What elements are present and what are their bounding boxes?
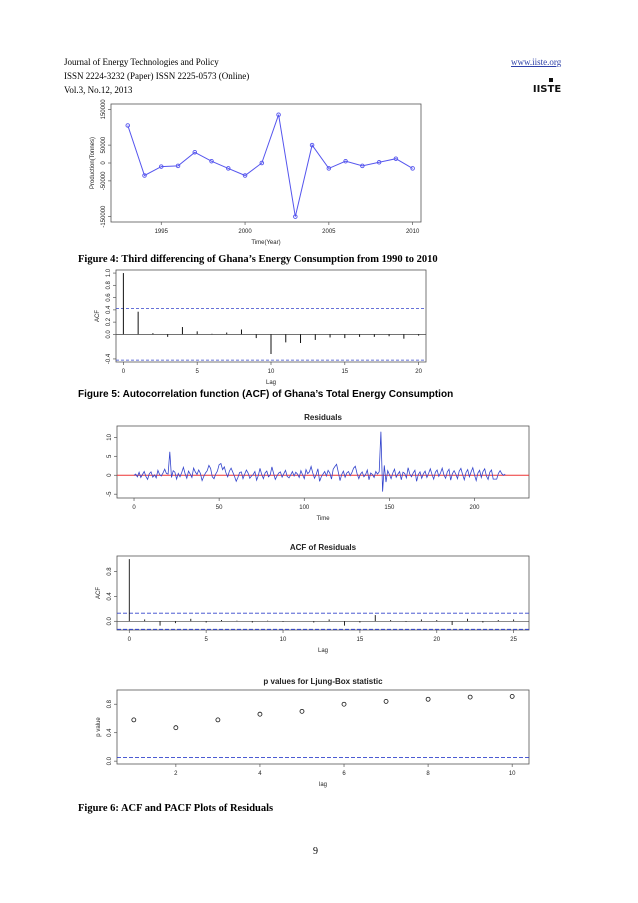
p-value-point <box>468 695 472 699</box>
residual-line <box>134 432 505 492</box>
residuals-chart <box>85 402 535 536</box>
y-tick-label: 0.4 <box>107 728 113 737</box>
journal-name: Journal of Energy Technologies and Policy <box>64 57 219 67</box>
y-axis-label: ACF <box>95 310 101 322</box>
x-tick-label: 10 <box>508 771 516 777</box>
p-value-point <box>300 709 304 713</box>
y-tick-label: 0.8 <box>106 281 112 290</box>
x-tick-label: 4 <box>258 771 262 777</box>
volume-line: Vol.3, No.12, 2013 <box>64 85 133 95</box>
y-tick-label: -150000 <box>101 205 107 228</box>
y-tick-label: 0 <box>101 161 107 165</box>
x-tick-label: 2000 <box>238 229 252 235</box>
x-axis-label: lag <box>318 782 328 788</box>
x-tick-label: 15 <box>356 637 364 643</box>
x-tick-label: 15 <box>341 369 349 375</box>
production-chart <box>85 100 425 252</box>
x-tick-label: 200 <box>469 505 480 511</box>
x-tick-label: 5 <box>204 637 208 643</box>
x-tick-label: 20 <box>415 369 422 375</box>
logo-text: IISTE <box>532 84 562 95</box>
series-line <box>128 115 413 217</box>
y-tick-label: 0.0 <box>107 617 113 626</box>
iiste-logo <box>532 77 562 97</box>
y-tick-label: 0.4 <box>106 305 112 315</box>
x-axis-label: Lag <box>317 648 329 654</box>
y-tick-label: 0.8 <box>107 567 113 576</box>
x-tick-label: 2005 <box>322 229 336 235</box>
plot-frame <box>117 690 529 764</box>
y-axis-label: Production(Tonnes) <box>90 136 96 190</box>
y-tick-label: 150000 <box>101 99 107 120</box>
p-value-point <box>426 697 430 701</box>
x-tick-label: 20 <box>433 637 441 643</box>
y-tick-label: 0.0 <box>107 756 113 766</box>
x-tick-label: 0 <box>132 505 136 511</box>
y-tick-label: 0.8 <box>107 700 113 709</box>
x-tick-label: 8 <box>426 771 430 777</box>
p-value-point <box>342 702 346 706</box>
y-tick-label: -50000 <box>101 171 107 191</box>
y-tick-label: 0.2 <box>106 317 112 327</box>
y-axis-label: ACF <box>96 587 102 599</box>
plot-frame <box>117 426 529 498</box>
p-value-point <box>174 726 178 730</box>
x-tick-label: 6 <box>342 771 346 777</box>
x-tick-label: 2010 <box>405 229 420 235</box>
ljung-box-chart <box>85 672 535 804</box>
y-tick-label: 10 <box>107 434 113 441</box>
y-tick-label: 0.0 <box>106 330 112 339</box>
x-tick-label: 0 <box>121 369 126 375</box>
chart-title: p values for Ljung-Box statistic <box>263 677 383 686</box>
y-tick-label: 0.6 <box>106 293 112 302</box>
chart-title: ACF of Residuals <box>289 543 357 552</box>
x-tick-label: 100 <box>299 505 310 511</box>
y-tick-label: 0.4 <box>107 592 113 601</box>
y-tick-label: 5 <box>107 454 113 458</box>
x-tick-label: 0 <box>127 637 131 643</box>
y-tick-label: -5 <box>107 491 113 497</box>
p-value-point <box>384 699 388 703</box>
x-tick-label: 10 <box>267 369 275 375</box>
x-axis-label: Lag <box>265 380 277 386</box>
chart-title: Residuals <box>304 413 342 422</box>
p-value-point <box>258 712 262 716</box>
y-tick-label: 1.0 <box>106 268 112 278</box>
figure6-caption: Figure 6: ACF and PACF Plots of Residuals <box>78 803 274 814</box>
x-axis-label: Time <box>316 516 330 522</box>
acf-residuals-chart <box>85 536 535 670</box>
p-value-point <box>216 718 220 722</box>
data-point <box>411 167 415 171</box>
x-axis-label: Time(Year) <box>251 240 281 246</box>
x-tick-label: 2 <box>174 771 178 777</box>
issn-line: ISSN 2224-3232 (Paper) ISSN 2225-0573 (Online) <box>64 71 250 81</box>
website-link[interactable]: www.iiste.org <box>511 57 562 67</box>
page-number: 9 <box>313 846 318 857</box>
x-tick-label: 5 <box>195 369 199 375</box>
y-tick-label: 50000 <box>101 136 107 154</box>
acf-chart <box>78 266 438 388</box>
figure4-caption: Figure 4: Third differencing of Ghana’s Energy Consumption from 1990 to 2010 <box>78 254 438 265</box>
y-axis-label: p value <box>96 717 102 737</box>
figure5-caption: Figure 5: Autocorrelation function (ACF) of Ghana’s Total Energy Consumption <box>78 389 454 400</box>
p-value-point <box>510 694 514 698</box>
y-tick-label: -0.4 <box>106 353 112 365</box>
x-tick-label: 25 <box>510 637 517 643</box>
y-tick-label: 0 <box>107 473 113 477</box>
x-tick-label: 1995 <box>154 229 168 235</box>
x-tick-label: 10 <box>279 637 287 643</box>
x-tick-label: 50 <box>215 505 223 511</box>
x-tick-label: 150 <box>384 505 395 511</box>
p-value-point <box>132 718 136 722</box>
